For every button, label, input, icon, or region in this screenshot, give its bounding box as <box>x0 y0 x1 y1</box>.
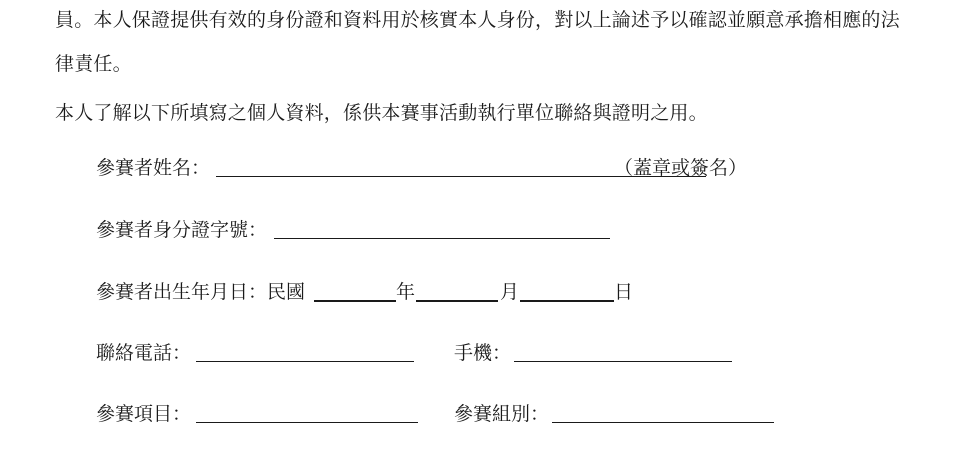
event-field[interactable] <box>196 400 418 423</box>
birth-day-field[interactable] <box>520 278 614 302</box>
mobile-label: 手機： <box>454 342 512 364</box>
group-field[interactable] <box>552 400 774 423</box>
phone-label: 聯絡電話： <box>96 342 192 364</box>
birth-month-unit: 月 <box>500 281 520 303</box>
phone-field[interactable] <box>196 339 414 362</box>
declaration-line-1: 員。本人保證提供有效的身份證和資料用於核實本人身份，對以上論述予以確認並願意承擔相應的法 <box>55 9 900 31</box>
id-number-field[interactable] <box>274 216 610 239</box>
name-label: 參賽者姓名： <box>96 157 211 179</box>
mobile-field[interactable] <box>514 339 732 362</box>
group-label: 參賽組別： <box>454 403 550 425</box>
id-number-row <box>96 216 796 244</box>
event-label: 參賽項目： <box>96 403 192 425</box>
id-number-label: 參賽者身分證字號： <box>96 219 268 241</box>
birth-year-unit: 年 <box>396 281 416 303</box>
seal-signature-note: （蓋章或簽名） <box>614 157 748 179</box>
declaration-line-2: 律責任。 <box>55 53 132 75</box>
entry-row <box>96 400 796 428</box>
birth-year-field[interactable] <box>314 278 396 302</box>
declaration-line-3: 本人了解以下所填寫之個人資料，係供本賽事活動執行單位聯絡與證明之用。 <box>55 102 708 124</box>
birth-day-unit: 日 <box>614 281 634 303</box>
name-row <box>96 154 796 182</box>
birth-date-row <box>96 278 796 306</box>
birth-month-field[interactable] <box>416 278 498 302</box>
birth-date-label: 參賽者出生年月日：民國 <box>96 281 306 303</box>
contact-row <box>96 339 796 367</box>
